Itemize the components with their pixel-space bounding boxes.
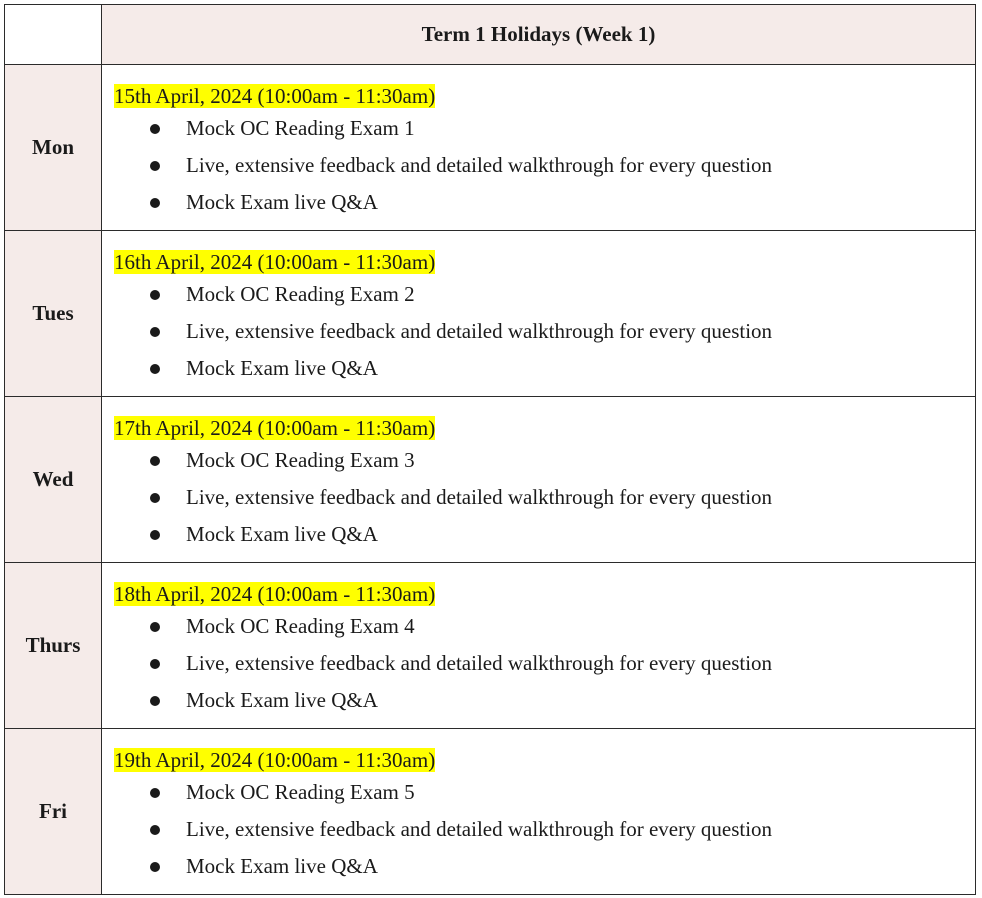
list-item-text: Live, extensive feedback and detailed walkthrough for every question bbox=[186, 485, 773, 509]
session-items bbox=[114, 110, 967, 221]
session-cell bbox=[102, 231, 976, 397]
table-row bbox=[5, 563, 976, 729]
table-row bbox=[5, 231, 976, 397]
list-item-text: Mock OC Reading Exam 3 bbox=[186, 448, 415, 472]
session-date: 16th April, 2024 (10:00am - 11:30am) bbox=[114, 250, 436, 274]
list-item bbox=[144, 147, 967, 184]
list-item-text: Mock Exam live Q&A bbox=[186, 190, 378, 214]
day-label: Mon bbox=[5, 65, 102, 231]
list-item-text: Mock Exam live Q&A bbox=[186, 688, 378, 712]
table-row bbox=[5, 729, 976, 895]
day-label: Wed bbox=[5, 397, 102, 563]
bullet-icon bbox=[150, 290, 160, 300]
list-item-text: Live, extensive feedback and detailed walkthrough for every question bbox=[186, 153, 773, 177]
list-item bbox=[144, 110, 967, 147]
list-item bbox=[144, 442, 967, 479]
session-date: 18th April, 2024 (10:00am - 11:30am) bbox=[114, 582, 436, 606]
bullet-icon bbox=[150, 327, 160, 337]
bullet-icon bbox=[150, 530, 160, 540]
list-item-text: Mock OC Reading Exam 1 bbox=[186, 116, 415, 140]
header-row bbox=[5, 5, 976, 65]
table-row bbox=[5, 397, 976, 563]
bullet-icon bbox=[150, 622, 160, 632]
session-items bbox=[114, 276, 967, 387]
bullet-icon bbox=[150, 493, 160, 503]
day-label: Thurs bbox=[5, 563, 102, 729]
day-label: Fri bbox=[5, 729, 102, 895]
session-items bbox=[114, 442, 967, 553]
day-label: Tues bbox=[5, 231, 102, 397]
table-row bbox=[5, 65, 976, 231]
bullet-icon bbox=[150, 161, 160, 171]
list-item bbox=[144, 682, 967, 719]
list-item-text: Mock OC Reading Exam 2 bbox=[186, 282, 415, 306]
bullet-icon bbox=[150, 862, 160, 872]
session-cell bbox=[102, 729, 976, 895]
list-item-text: Mock Exam live Q&A bbox=[186, 356, 378, 380]
bullet-icon bbox=[150, 696, 160, 706]
list-item-text: Live, extensive feedback and detailed walkthrough for every question bbox=[186, 319, 773, 343]
list-item-text: Live, extensive feedback and detailed walkthrough for every question bbox=[186, 651, 773, 675]
session-cell bbox=[102, 397, 976, 563]
list-item-text: Mock OC Reading Exam 5 bbox=[186, 780, 415, 804]
bullet-icon bbox=[150, 364, 160, 374]
list-item bbox=[144, 774, 967, 811]
bullet-icon bbox=[150, 124, 160, 134]
list-item bbox=[144, 516, 967, 553]
session-date: 19th April, 2024 (10:00am - 11:30am) bbox=[114, 748, 436, 772]
list-item bbox=[144, 645, 967, 682]
session-items bbox=[114, 608, 967, 719]
list-item-text: Mock OC Reading Exam 4 bbox=[186, 614, 415, 638]
list-item-text: Mock Exam live Q&A bbox=[186, 854, 378, 878]
table-title: Term 1 Holidays (Week 1) bbox=[102, 5, 976, 65]
bullet-icon bbox=[150, 456, 160, 466]
bullet-icon bbox=[150, 198, 160, 208]
session-cell bbox=[102, 563, 976, 729]
list-item bbox=[144, 350, 967, 387]
list-item bbox=[144, 313, 967, 350]
bullet-icon bbox=[150, 825, 160, 835]
list-item bbox=[144, 848, 967, 885]
list-item-text: Live, extensive feedback and detailed walkthrough for every question bbox=[186, 817, 773, 841]
corner-cell bbox=[5, 5, 102, 65]
schedule-table bbox=[4, 4, 976, 895]
list-item bbox=[144, 608, 967, 645]
list-item-text: Mock Exam live Q&A bbox=[186, 522, 378, 546]
session-date: 15th April, 2024 (10:00am - 11:30am) bbox=[114, 84, 436, 108]
list-item bbox=[144, 276, 967, 313]
session-cell bbox=[102, 65, 976, 231]
session-items bbox=[114, 774, 967, 885]
bullet-icon bbox=[150, 788, 160, 798]
list-item bbox=[144, 479, 967, 516]
bullet-icon bbox=[150, 659, 160, 669]
session-date: 17th April, 2024 (10:00am - 11:30am) bbox=[114, 416, 436, 440]
list-item bbox=[144, 811, 967, 848]
list-item bbox=[144, 184, 967, 221]
